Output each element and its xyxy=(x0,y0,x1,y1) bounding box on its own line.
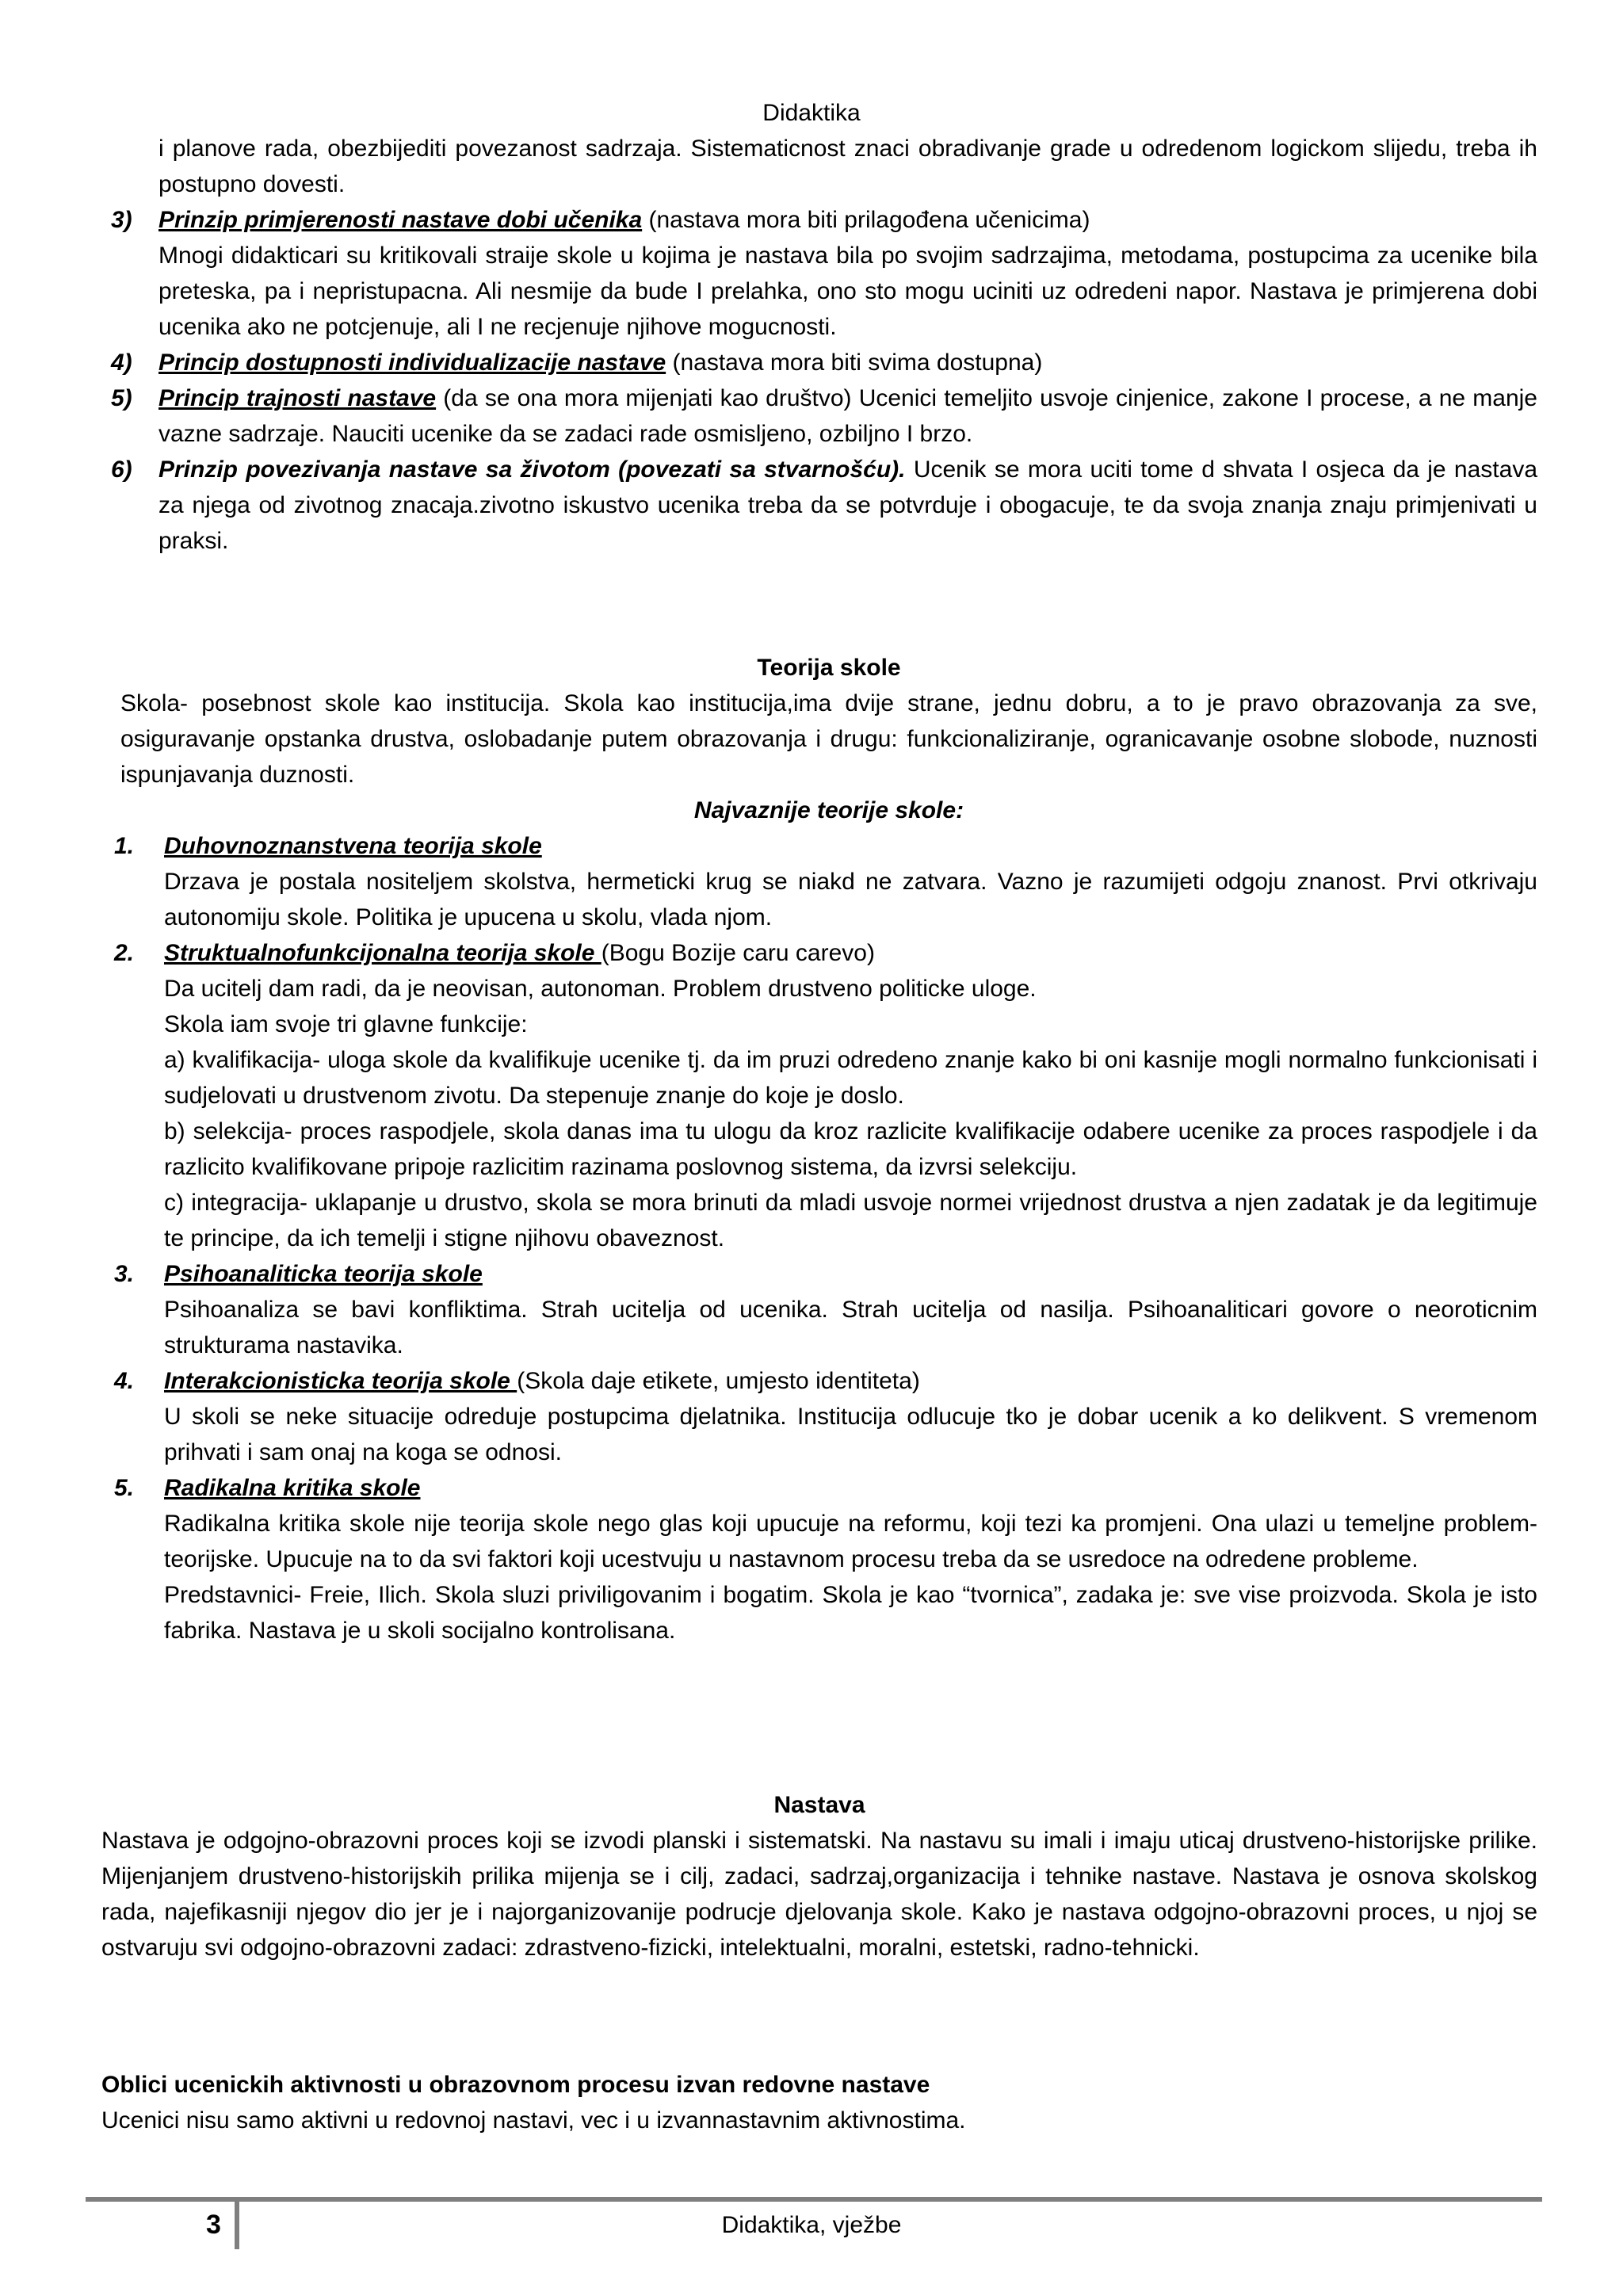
principle-item xyxy=(111,202,1537,345)
item-title: Prinzip povezivanja nastave sa životom (povezati sa stvarnošću). xyxy=(158,457,906,483)
theory-item xyxy=(114,1363,1537,1470)
item-body: Da ucitelj dam radi, da je neovisan, autonoman. Problem drustveno politicke uloge. xyxy=(164,976,1037,1002)
footer-rule xyxy=(86,2197,1542,2202)
item-rest: (Skola daje etikete, umjesto identiteta) xyxy=(517,1368,920,1394)
item-title: Struktualnofunkcijonalna teorija skole xyxy=(164,940,601,966)
footer-text: Didaktika, vježbe xyxy=(721,2212,902,2238)
item-rest: (da se ona mora mijenjati kao društvo) Ucenici temeljito usvoje cinjenice, zakone I procese, a ne manje vazne sadrzaje. Nauciti ucenike da se zadaci rade osmisljeno, ozbiljno I brzo. xyxy=(158,385,1537,447)
item-body: Psihoanaliza se bavi konfliktima. Strah ucitelja od ucenika. Strah ucitelja od nasilja. Psihoanaliticari govore o neoroticnim strukturama nastavika. xyxy=(164,1297,1537,1358)
item-rest: Ucenik se mora uciti tome d shvata I osjeca da je nastava za njega od zivotnog znacaja.zivotno iskustvo ucenika treba da se potvrduje i obogacuje, te da svoja znanja znaju primjenivati u praksi. xyxy=(158,457,1538,554)
item-number: 3) xyxy=(111,207,132,233)
section-subheading: Najvaznije teorije skole: xyxy=(693,797,964,823)
item-rest: (nastava mora biti prilagođena učenicima) xyxy=(642,207,1090,233)
item-rest: (nastava mora biti svima dostupna) xyxy=(666,350,1043,376)
section-heading: Nastava xyxy=(773,1792,865,1818)
item-title: Psihoanaliticka teorija skole xyxy=(164,1261,483,1287)
teorija-section xyxy=(114,650,1537,1648)
item-title: Prinzip primjerenosti nastave dobi učenika xyxy=(158,207,643,233)
page-number: 3 xyxy=(206,2210,221,2240)
item-title: Princip trajnosti nastave xyxy=(158,385,437,411)
item-body: U skoli se neke situacije odreduje postupcima djelatnika. Institucija odlucuje tko je dobar ucenik a ko delikvent. S vremenom prihvati i sam onaj na koga se odnosi. xyxy=(164,1404,1537,1465)
item-body: c) integracija- uklapanje u drustvo, skola se mora brinuti da mladi usvoje normei vrijednost drustva a njen zadatak je da legitimuje te principe, da ich temelji i stigne njihovu obaveznost. xyxy=(164,1190,1537,1251)
item-body: Drzava je postala nositeljem skolstva, hermeticki krug se niakd ne zatvara. Vazno je razumijeti odgoju znanost. Prvi otkrivaju autonomiju skole. Politika je upucena u skolu, vlada njom. xyxy=(164,869,1537,930)
item-number: 3. xyxy=(114,1261,135,1287)
section-heading: Oblici ucenickih aktivnosti u obrazovnom procesu izvan redovne nastave xyxy=(101,2072,930,2098)
item-body: Mnogi didakticari su kritikovali straije skole u kojima je nastava bila po svojim sadrzajima, metodama, postupcima za ucenike bila preteska, pa i nepristupacna. Ali nesmije da bude I prelahka, ono sto mogu uciniti uz odredeni napor. Nastava je primjerena dobi ucenika ako ne potcjenuje, ali I ne recjenuje njihove mogucnosti. xyxy=(158,243,1537,340)
teorija-intro: Skola- posebnost skole kao institucija. Skola kao institucija,ima dvije strane, jednu dobru, a to je pravo obrazovanja za sve, osiguravanje opstanka drustva, oslobadanje putem obrazovanja i drugu: funkcionaliziranje, ogranicavanje osobne slobode, nuznosti ispunjavanja duznosti. xyxy=(120,690,1537,788)
principles-section xyxy=(111,131,1537,559)
item-number: 4. xyxy=(114,1368,135,1394)
item-body: Radikalna kritika skole nije teorija skole nego glas koji upucuje na reformu, koji tezi ka promjeni. Ona ulazi u temeljne problem-teorijske. Upucuje na to da svi faktori koji ucestvuju u nastavnom procesu treba da se usredoce na odredene probleme. xyxy=(164,1511,1537,1572)
nastava-section xyxy=(101,1787,1537,1966)
item-title: Radikalna kritika skole xyxy=(164,1475,421,1501)
item-number: 6) xyxy=(111,457,132,483)
item-number: 5) xyxy=(111,385,132,411)
item-number: 4) xyxy=(111,350,132,376)
nastava-body: Nastava je odgojno-obrazovni proces koji se izvodi planski i sistematski. Na nastavu su imali i imaju uticaj drustveno-historijske prilike. Mijenjanjem drustveno-historijskih prilika mijenja se i cilj, zadaci, sadrzaj,organizacija i tehnike nastave. Nastava je osnova skolskog rada, najefikasniji njegov dio jer je i najorganizovanije podrucje djelovanja skole. Kako je nastava odgojno-obrazovni proces, u njoj se ostvaruju svi odgojno-obrazovni zadaci: zdrastveno-fizicki, intelektualni, moralni, estetski, radno-tehnicki. xyxy=(101,1828,1537,1961)
principle-item xyxy=(111,380,1537,452)
oblici-section xyxy=(101,2067,1537,2138)
item-title: Princip dostupnosti individualizacije nastave xyxy=(158,350,666,376)
theory-item xyxy=(114,935,1537,1256)
item-body: a) kvalifikacija- uloga skole da kvalifikuje ucenike tj. da im pruzi odredeno znanje kako bi oni kasnije mogli normalno funkcionisati i sudjelovati u drustvenom zivotu. Da stepenuje znanje do koje je doslo. xyxy=(164,1047,1537,1109)
page-header: Didaktika xyxy=(762,100,861,126)
item-number: 1. xyxy=(114,833,135,859)
item-rest: (Bogu Bozije caru carevo) xyxy=(601,940,875,966)
principle-item xyxy=(111,452,1537,559)
theory-item xyxy=(114,1470,1537,1648)
section-heading: Teorija skole xyxy=(757,655,901,681)
item-body: Predstavnici- Freie, Ilich. Skola sluzi priviligovanim i bogatim. Skola je kao “tvornica”, zadaka je: sve vise proizvoda. Skola je isto fabrika. Nastava je u skoli socijalno kontrolisana. xyxy=(164,1582,1537,1644)
oblici-body: Ucenici nisu samo aktivni u redovnoj nastavi, vec i u izvannastavnim aktivnostima. xyxy=(101,2107,966,2134)
principle-item xyxy=(111,345,1537,380)
theory-item xyxy=(114,1256,1537,1363)
item-title: Interakcionisticka teorija skole xyxy=(164,1368,517,1394)
item-body: b) selekcija- proces raspodjele, skola danas ima tu ulogu da kroz razlicite kvalifikacije odabere ucenike za proces raspodjele i da razlicito kvalifikovane pripoje razlicitim razinama poslovnog sistema, da izvrsi selekciju. xyxy=(164,1118,1537,1180)
item-number: 2. xyxy=(114,940,135,966)
intro-paragraph: i planove rada, obezbijediti povezanost sadrzaja. Sistematicnost znaci obradivanje grade u odredenom logickom slijedu, treba ih postupno dovesti. xyxy=(158,136,1537,197)
theory-item xyxy=(114,828,1537,935)
item-body: Skola iam svoje tri glavne funkcije: xyxy=(164,1011,528,1037)
item-title: Duhovnoznanstvena teorija skole xyxy=(164,833,542,859)
item-number: 5. xyxy=(114,1475,135,1501)
